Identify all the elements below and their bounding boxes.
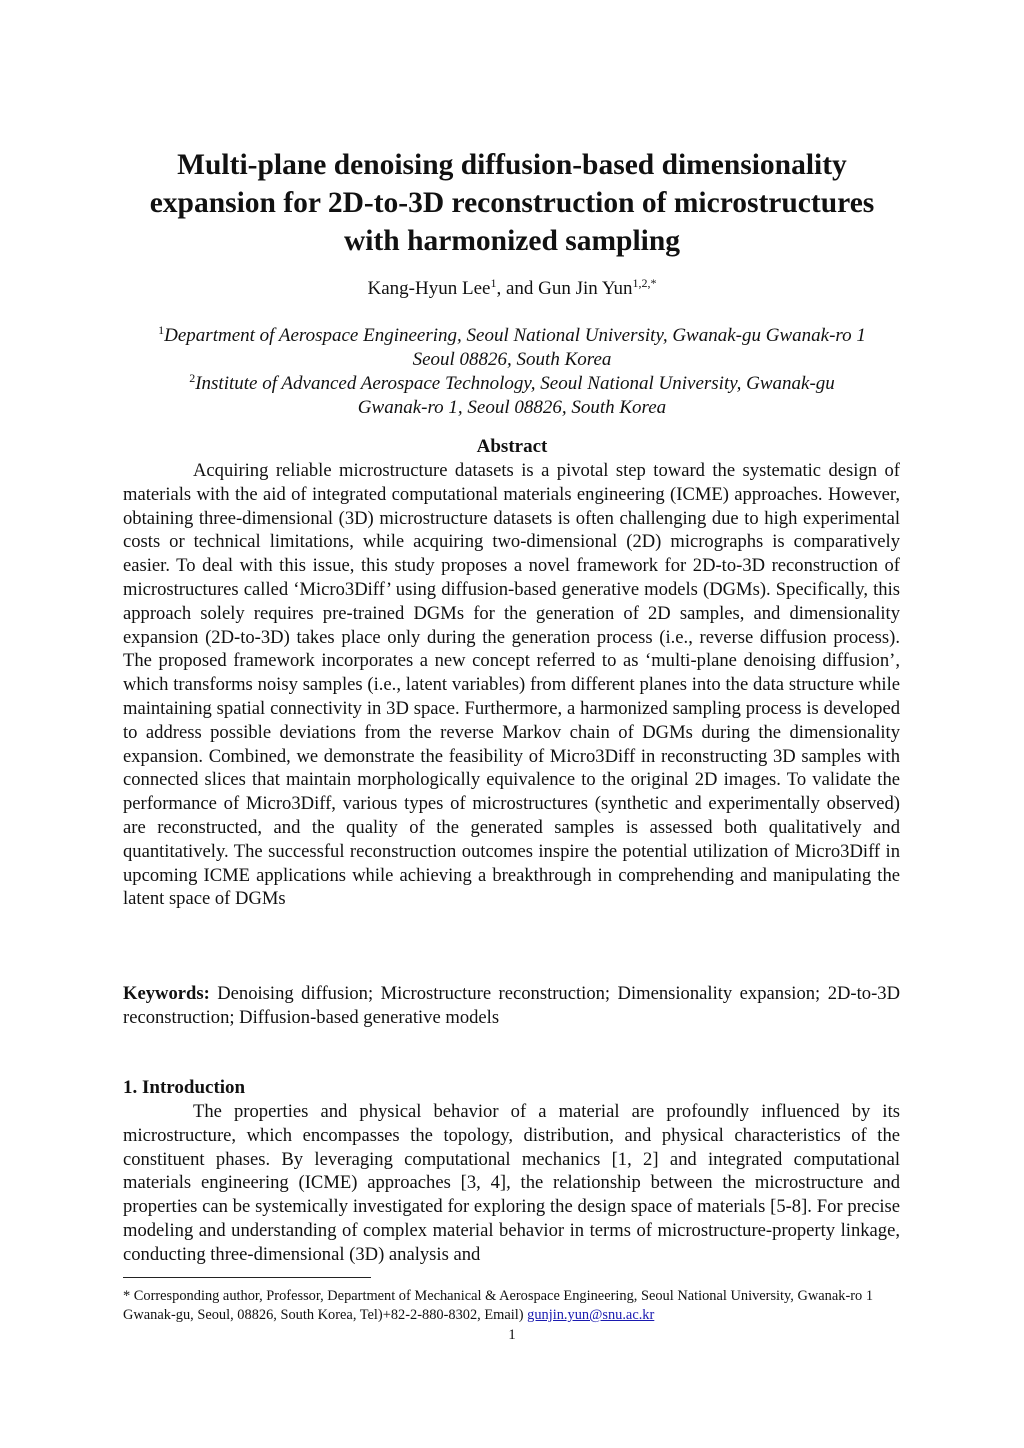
affiliation-1-mark: 1 [158,323,165,337]
abstract-heading: Abstract [476,436,548,457]
affiliation-list [120,324,904,420]
keywords-label: Keywords: [123,983,210,1004]
paper-title [120,146,904,260]
corresponding-author-footnote [123,1287,900,1325]
keywords [123,982,900,1030]
affiliation-2-line-1: Institute of Advanced Aerospace Technology, Seoul National University, Gwanak-gu [195,373,835,394]
affiliation-2 [120,372,904,396]
corresponding-email-link[interactable]: gunjin.yun@snu.ac.kr [527,1307,655,1323]
abstract-text: Acquiring reliable microstructure datasets is a pivotal step toward the systematic design of materials with the aid of integrated computational materials engineering (ICME) approaches. However, obtaining three-dimensional (3D) microstructure datasets is often challenging due to high experimental costs or technical limitations, while acquiring two-dimensional (2D) micrographs is comparatively easier. To deal with this issue, this study proposes a novel framework for 2D-to-3D reconstruction of microstructures called ‘Micro3Diff’ using diffusion-based generative models (DGMs). Specifically, this approach solely requires pre-trained DGMs for the generation of 2D samples, and dimensionality expansion (2D-to-3D) takes place only during the generation process (i.e., reverse diffusion process). The proposed framework incorporates a new concept referred to as ‘multi-plane denoising diffusion’, which transforms noisy samples (i.e., latent variables) from different planes into the data structure while maintaining spatial connectivity in 3D space. Furthermore, a harmonized sampling process is developed to address possible deviations from the reverse Markov chain of DGMs during the dimensionality expansion. Combined, we demonstrate the feasibility of Micro3Diff in reconstructing 3D samples with connected slices that maintain morphologically equivalence to the original 2D images. To validate the performance of Micro3Diff, various types of microstructures (synthetic and experimentally observed) are reconstructed, and the quality of the generated samples is assessed both qualitatively and quantitatively. The successful reconstruction outcomes inspire the potential utilization of Micro3Diff in upcoming ICME applications while achieving a breakthrough in comprehending and manipulating the latent space of DGMs [123,460,900,910]
introduction-heading: 1. Introduction [123,1077,246,1098]
author-list [120,276,904,302]
footnote-divider [123,1277,371,1278]
affiliation-1-line-2: Seoul 08826, South Korea [412,349,612,370]
footnote-text: * Corresponding author, Professor, Department of Mechanical & Aerospace Engineering, Seoul National University, Gwanak-ro 1 Gwanak-gu, Seoul, 08826, South Korea, Tel)+82-2-880-8302, Email) [123,1288,874,1323]
affiliation-1 [120,324,904,348]
title-line-2: expansion for 2D-to-3D reconstruction of microstructures [149,187,875,219]
title-line-1: Multi-plane denoising diffusion-based dimensionality [177,149,847,181]
author-name-2: Gun Jin Yun [538,278,633,299]
affiliation-2-line-2: Gwanak-ro 1, Seoul 08826, South Korea [357,397,667,418]
author-affiliation-mark-2: 1,2,* [632,276,657,290]
introduction-text: The properties and physical behavior of a material are profoundly influenced by its microstructure, which encompasses the topology, distribution, and physical characteristics of the constituent phases. By leveraging computational mechanics [1, 2] and integrated computational materials engineering (ICME) approaches [3, 4], the relationship between the microstructure and properties can be systemically investigated for exploring the design space of materials [5-8]. For precise modeling and understanding of complex material behavior in terms of microstructure-property linkage, conducting three-dimensional (3D) analysis and [123,1101,900,1265]
author-affiliation-mark-1: 1 [490,276,497,290]
keywords-text: Denoising diffusion; Microstructure reconstruction; Dimensionality expansion; 2D-to-3D reconstruction; Diffusion-based generative models [123,983,900,1028]
affiliation-1-line-1: Department of Aerospace Engineering, Seoul National University, Gwanak-gu Gwanak-ro 1 [164,325,866,346]
page-number: 1 [508,1327,516,1343]
author-name-1: Kang-Hyun Lee [367,278,491,299]
author-separator: , and [496,278,539,299]
affiliation-2-mark: 2 [189,371,196,385]
title-line-3: with harmonized sampling [343,225,680,257]
